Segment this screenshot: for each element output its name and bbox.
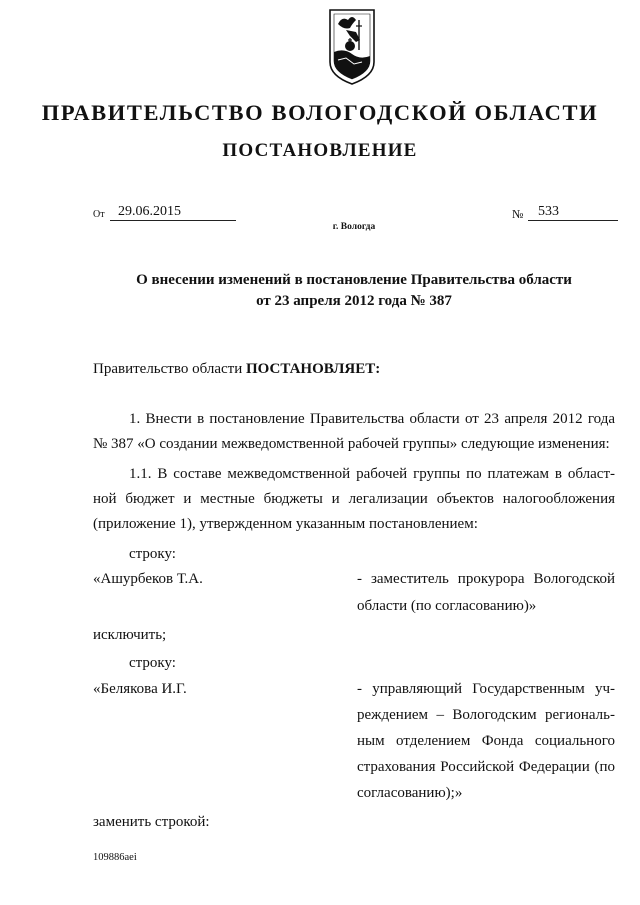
- number-label: №: [512, 207, 524, 221]
- document-number: 533: [528, 203, 618, 221]
- paragraph-2-line-2: ной бюджет и местные бюджеты и легализации объектов налогообложения: [93, 491, 615, 507]
- person-2-role-line-2: реждением – Вологодским региональ-: [357, 707, 615, 723]
- date-label: От: [93, 209, 105, 220]
- person-2-role-line-1: - управляющий Государственным уч-: [357, 681, 615, 697]
- resolves-prefix: Правительство области: [93, 361, 246, 377]
- document-code: 109886aei: [93, 852, 137, 863]
- person-2-role-line-4: страхования Российской Федерации (по: [357, 759, 615, 775]
- coat-of-arms-emblem: [326, 6, 378, 88]
- paragraph-1-line-2: № 387 «О создании межведомственной рабочей группы» следующие изменения:: [93, 436, 610, 452]
- subject-line-1: О внесении изменений в постановление Правительства области: [136, 272, 572, 288]
- date-value: 29.06.2015: [110, 203, 236, 221]
- person-1-role-line-2: области (по согласованию)»: [357, 598, 537, 614]
- person-2-name: «Белякова И.Г.: [93, 681, 187, 697]
- person-1-name: «Ашурбеков Т.А.: [93, 571, 203, 587]
- government-title: ПРАВИТЕЛЬСТВО ВОЛОГОДСКОЙ ОБЛАСТИ: [41, 100, 599, 125]
- paragraph-1-line-1: 1. Внести в постановление Правительства области от 23 апреля 2012 года: [129, 411, 615, 427]
- person-2-role-line-3: ным отделением Фонда социального: [357, 733, 615, 749]
- replace-instruction: заменить строкой:: [93, 814, 210, 830]
- document-type: ПОСТАНОВЛЕНИЕ: [222, 140, 418, 161]
- document-subject: [0, 270, 640, 312]
- row-label-2: строку:: [129, 655, 176, 671]
- exclude-instruction: исключить;: [93, 627, 167, 643]
- resolves-keyword: ПОСТАНОВЛЯЕТ:: [245, 361, 381, 377]
- person-1-role-line-1: - заместитель прокурора Вологодской: [357, 571, 615, 587]
- person-2-role-line-5: согласованию);»: [357, 785, 463, 801]
- city-label: г. Вологда: [332, 222, 376, 232]
- resolves-statement: [93, 357, 380, 382]
- subject-line-2: от 23 апреля 2012 года № 387: [256, 293, 452, 309]
- paragraph-2-line-3: (приложение 1), утвержденном указанным постановлением:: [93, 516, 478, 532]
- paragraph-2-line-1: 1.1. В составе межведомственной рабочей группы по платежам в област-: [129, 466, 615, 482]
- row-label-1: строку:: [129, 546, 176, 562]
